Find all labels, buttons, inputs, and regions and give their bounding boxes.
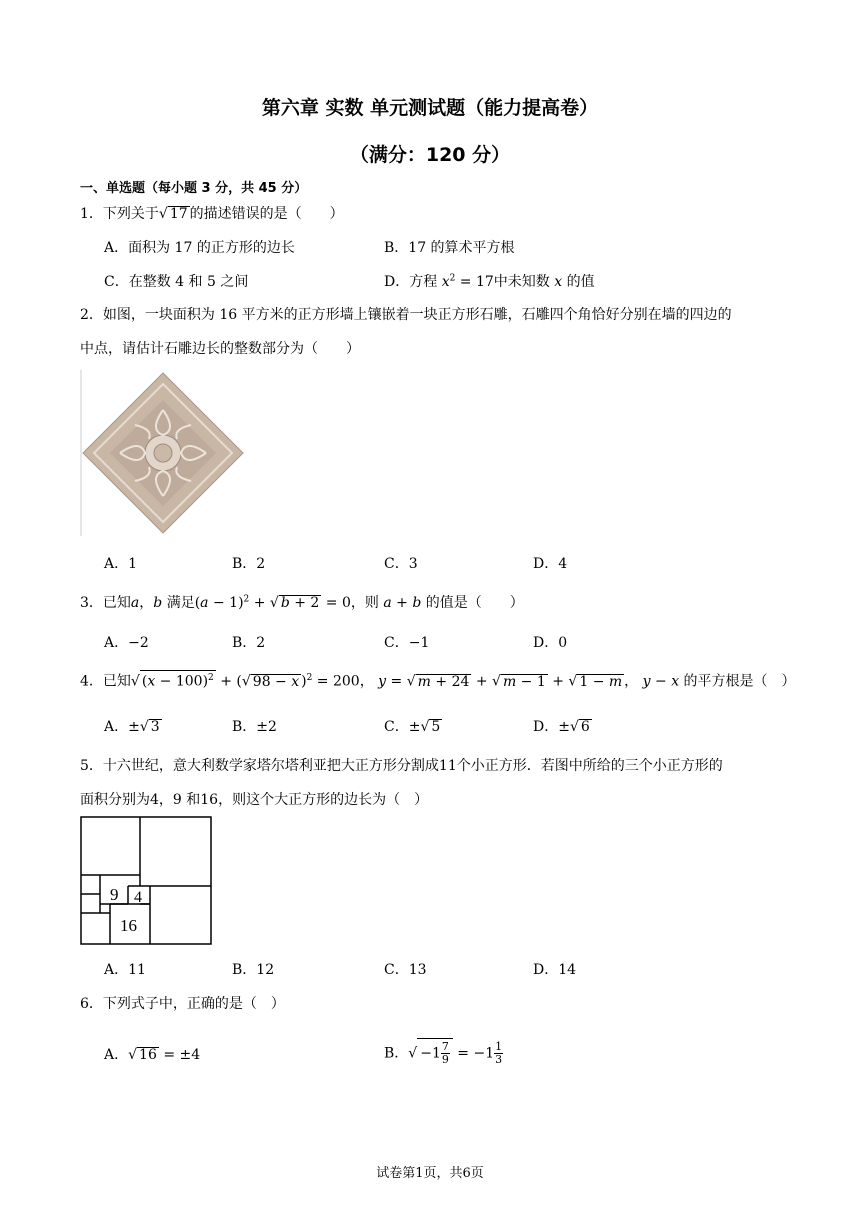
section-heading: 一、单选题（每小题 3 分，共 45 分） <box>80 181 308 196</box>
q5-option-c: C．13 <box>384 962 427 978</box>
q3-option-c: C．−1 <box>384 635 430 651</box>
question-1: 1．下列关于√ 17 的描述错误的是（ ） <box>80 206 344 222</box>
q3-option-d: D．0 <box>533 635 568 651</box>
question-2-line1: 2．如图，一块面积为 16 平方米的正方形墙上镶嵌着一块正方形石雕，石雕四个角恰好分别在墙的四边的 <box>80 307 732 323</box>
q2-option-b: B．2 <box>232 556 266 572</box>
tartaglia-squares-figure <box>80 816 214 946</box>
q3-option-b: B．2 <box>232 635 266 651</box>
q4-option-a: A．±√ 3 <box>104 719 160 735</box>
page-subtitle: （满分：120 分） <box>349 144 511 166</box>
q2-option-c: C．3 <box>384 556 418 572</box>
q1-option-c: C．在整数 4 和 5 之间 <box>104 274 249 290</box>
q5-option-d: D．14 <box>533 962 577 978</box>
square-label-9: 9 <box>110 885 119 904</box>
page-title: 第六章 实数 单元测试题（能力提高卷） <box>261 97 599 119</box>
q6-option-b: B．√ −1 $\frac{7}{9}$ = −1 $\frac{1}{3}$ <box>384 1040 503 1066</box>
question-2-line2: 中点，请估计石雕边长的整数部分为（ ） <box>80 341 360 357</box>
question-4: 4．已知√ $(x - 100)^2$ + (√ 98 − x )$^2$ = 200， y = √ m + 24 + √ m − 1 + √ 1 − m ， y − x 的平方根是（ ） <box>80 670 796 691</box>
q4-option-d: D．±√ 6 <box>533 719 590 735</box>
question-6: 6．下列式子中，正确的是（ ） <box>80 996 285 1012</box>
square-label-4: 4 <box>134 889 142 906</box>
q1-option-d: D．方程 $x^2 = 17$中未知数 x 的值 <box>384 273 595 290</box>
q5-option-b: B．12 <box>232 962 275 978</box>
q1-option-b: B．17 的算术平方根 <box>384 240 515 256</box>
q1-option-a: A．面积为 17 的正方形的边长 <box>104 240 295 256</box>
question-5-line2: 面积分别为4，9 和16，则这个大正方形的边长为（ ） <box>80 792 429 808</box>
question-3: 3．已知a，b 满足$(a - 1)^2$ + √ b + 2 = 0，则 a + b 的值是（ ） <box>80 594 524 611</box>
stone-carving-figure <box>80 370 246 536</box>
q2-option-a: A．1 <box>104 556 138 572</box>
q5-option-a: A．11 <box>104 962 146 978</box>
square-label-16: 16 <box>120 916 137 935</box>
q2-option-d: D．4 <box>533 556 568 572</box>
q3-option-a: A．−2 <box>104 635 149 651</box>
q4-option-b: B．±2 <box>232 719 277 735</box>
question-5-line1: 5．十六世纪，意大利数学家塔尔塔利亚把大正方形分割成11个小正方形．若图中所给的三个小正方形的 <box>80 758 723 774</box>
q6-option-a: A．√ 16 = ±4 <box>104 1047 201 1063</box>
q4-option-c: C．±√ 5 <box>384 719 441 735</box>
page-footer: 试卷第1页，共6页 <box>376 1166 484 1181</box>
